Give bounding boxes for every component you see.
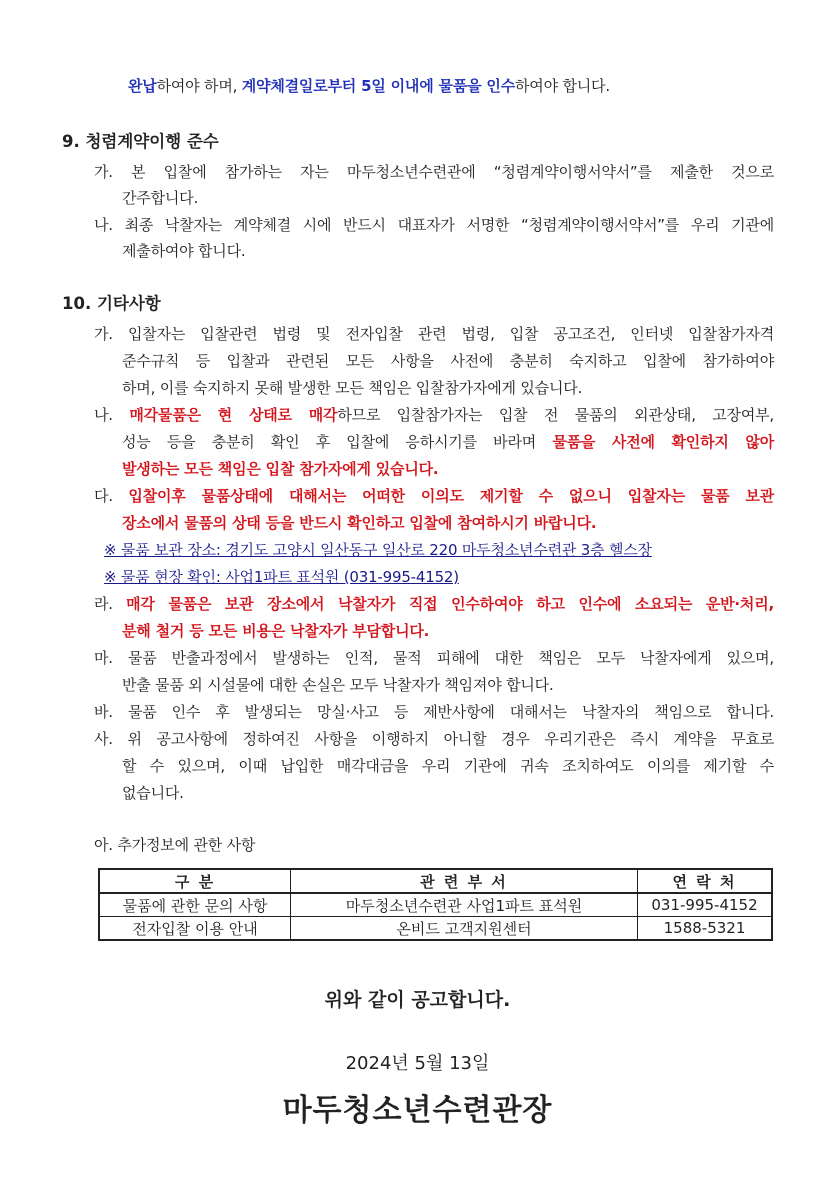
top-line-part4: 하여야 합니다. — [515, 77, 610, 95]
table-cell: 마두청소년수련관 사업1파트 표석원 — [291, 893, 638, 917]
top-line-part1: 완납 — [128, 77, 157, 95]
section10-ga-line2: 준수규칙 등 입찰과 관련된 모든 사항을 사전에 충분히 숙지하고 입찰에 참가하여야 — [122, 352, 774, 370]
section10-ma-line2: 반출 물품 외 시설물에 대한 손실은 모두 낙찰자가 책임져야 합니다. — [122, 676, 554, 694]
section10-heading: 10. 기타사항 — [62, 294, 161, 313]
na-red-1: 매각물품은 현 상태로 매각 — [129, 406, 338, 424]
contact-table — [98, 868, 773, 941]
announcement-date: 2024년 5월 13일 — [345, 1053, 490, 1074]
section9-heading: 9. 청렴계약이행 준수 — [62, 132, 219, 151]
section9-na-line1: 나. 최종 낙찰자는 계약체결 시에 반드시 대표자가 서명한 “청렴계약이행서약서”를 우리 기관에 — [94, 216, 774, 234]
table-cell: 031-995-4152 — [638, 893, 773, 917]
table-header-row — [99, 869, 772, 893]
section10-ra-line2: 분해 철거 등 모든 비용은 낙찰자가 부담합니다. — [122, 622, 430, 640]
section10-ba-line1: 바. 물품 인수 후 발생되는 망실·사고 등 제반사항에 대해서는 낙찰자의 책임으로 합니다. — [94, 703, 774, 721]
table-header-category: 구 분 — [99, 869, 291, 893]
section10-na-line3: 발생하는 모든 책임은 입찰 참가자에게 있습니다. — [122, 460, 439, 478]
table-cell: 전자입찰 이용 안내 — [99, 917, 291, 941]
section9-na-line2: 제출하여야 합니다. — [122, 242, 246, 260]
table-row — [99, 893, 772, 917]
section10-ga-line3: 하며, 이를 숙지하지 못해 발생한 모든 책임은 입찰참가자에게 있습니다. — [122, 379, 583, 397]
na-text-2: 성능 등을 충분히 확인 후 입찰에 응하시기를 바라며 — [122, 433, 553, 451]
section10-sa-line1: 사. 위 공고사항에 정하여진 사항을 이행하지 아니할 경우 우리기관은 즉시 계약을 무효로 — [94, 730, 774, 748]
ra-red-1: 매각 물품은 보관 장소에서 낙찰자가 직접 인수하여야 하고 인수에 소요되는 운반·처리, — [126, 595, 774, 613]
site-check-note: ※ 물품 현장 확인: 사업1파트 표석원 (031-995-4152) — [104, 568, 459, 586]
top-line-part3: 계약체결일로부터 5일 이내에 물품을 인수 — [241, 77, 516, 95]
section10-da-line2: 장소에서 물품의 상태 등을 반드시 확인하고 입찰에 참여하시기 바랍니다. — [122, 514, 597, 532]
na-rest-1: 하므로 입찰참가자는 입찰 전 물품의 외관상태, 고장여부, — [337, 406, 774, 424]
na-prefix: 나. — [94, 406, 130, 424]
top-line — [128, 76, 610, 96]
section10-da-line1 — [94, 486, 774, 506]
da-red-1: 입찰이후 물품상태에 대해서는 어떠한 이의도 제기할 수 없으니 입찰자는 물품 보관 — [128, 487, 774, 505]
section9-ga-line1: 가. 본 입찰에 참가하는 자는 마두청소년수련관에 “청렴계약이행서약서”를 제출한 것으로 — [94, 163, 774, 181]
section10-sa-line2: 할 수 있으며, 이때 납입한 매각대금을 우리 기관에 귀속 조치하여도 이의를 제기할 수 — [122, 757, 774, 775]
storage-location-note: ※ 물품 보관 장소: 경기도 고양시 일산동구 일산로 220 마두청소년수련관 3층 헬스장 — [104, 541, 652, 559]
announcement-text: 위와 같이 공고합니다. — [324, 989, 511, 1011]
section10-ra-line1 — [94, 594, 774, 614]
table-header-department: 관 련 부 서 — [291, 869, 638, 893]
section10-ga-line1: 가. 입찰자는 입찰관련 법령 및 전자입찰 관련 법령, 입찰 공고조건, 인터넷 입찰참가자격 — [94, 325, 774, 343]
table-cell: 온비드 고객지원센터 — [291, 917, 638, 941]
signature-title: 마두청소년수련관장 — [282, 1093, 553, 1128]
section10-na-line2 — [122, 432, 774, 452]
section9-ga-line2: 간주합니다. — [122, 189, 199, 207]
table-cell: 1588-5321 — [638, 917, 773, 941]
table-row — [99, 917, 772, 941]
section10-ma-line1: 마. 물품 반출과정에서 발생하는 인적, 물적 피해에 대한 책임은 모두 낙찰자에게 있으며, — [94, 649, 774, 667]
na-red-2: 물품을 사전에 확인하지 않아 — [552, 433, 774, 451]
section10-sa-line3: 없습니다. — [122, 784, 184, 802]
section10-aa-line: 아. 추가정보에 관한 사항 — [94, 836, 256, 854]
ra-prefix: 라. — [94, 595, 127, 613]
top-line-part2: 하여야 하며, — [156, 77, 242, 95]
da-prefix: 다. — [94, 487, 129, 505]
table-cell: 물품에 관한 문의 사항 — [99, 893, 291, 917]
section10-na-line1 — [94, 405, 774, 425]
table-header-contact: 연 락 처 — [638, 869, 773, 893]
